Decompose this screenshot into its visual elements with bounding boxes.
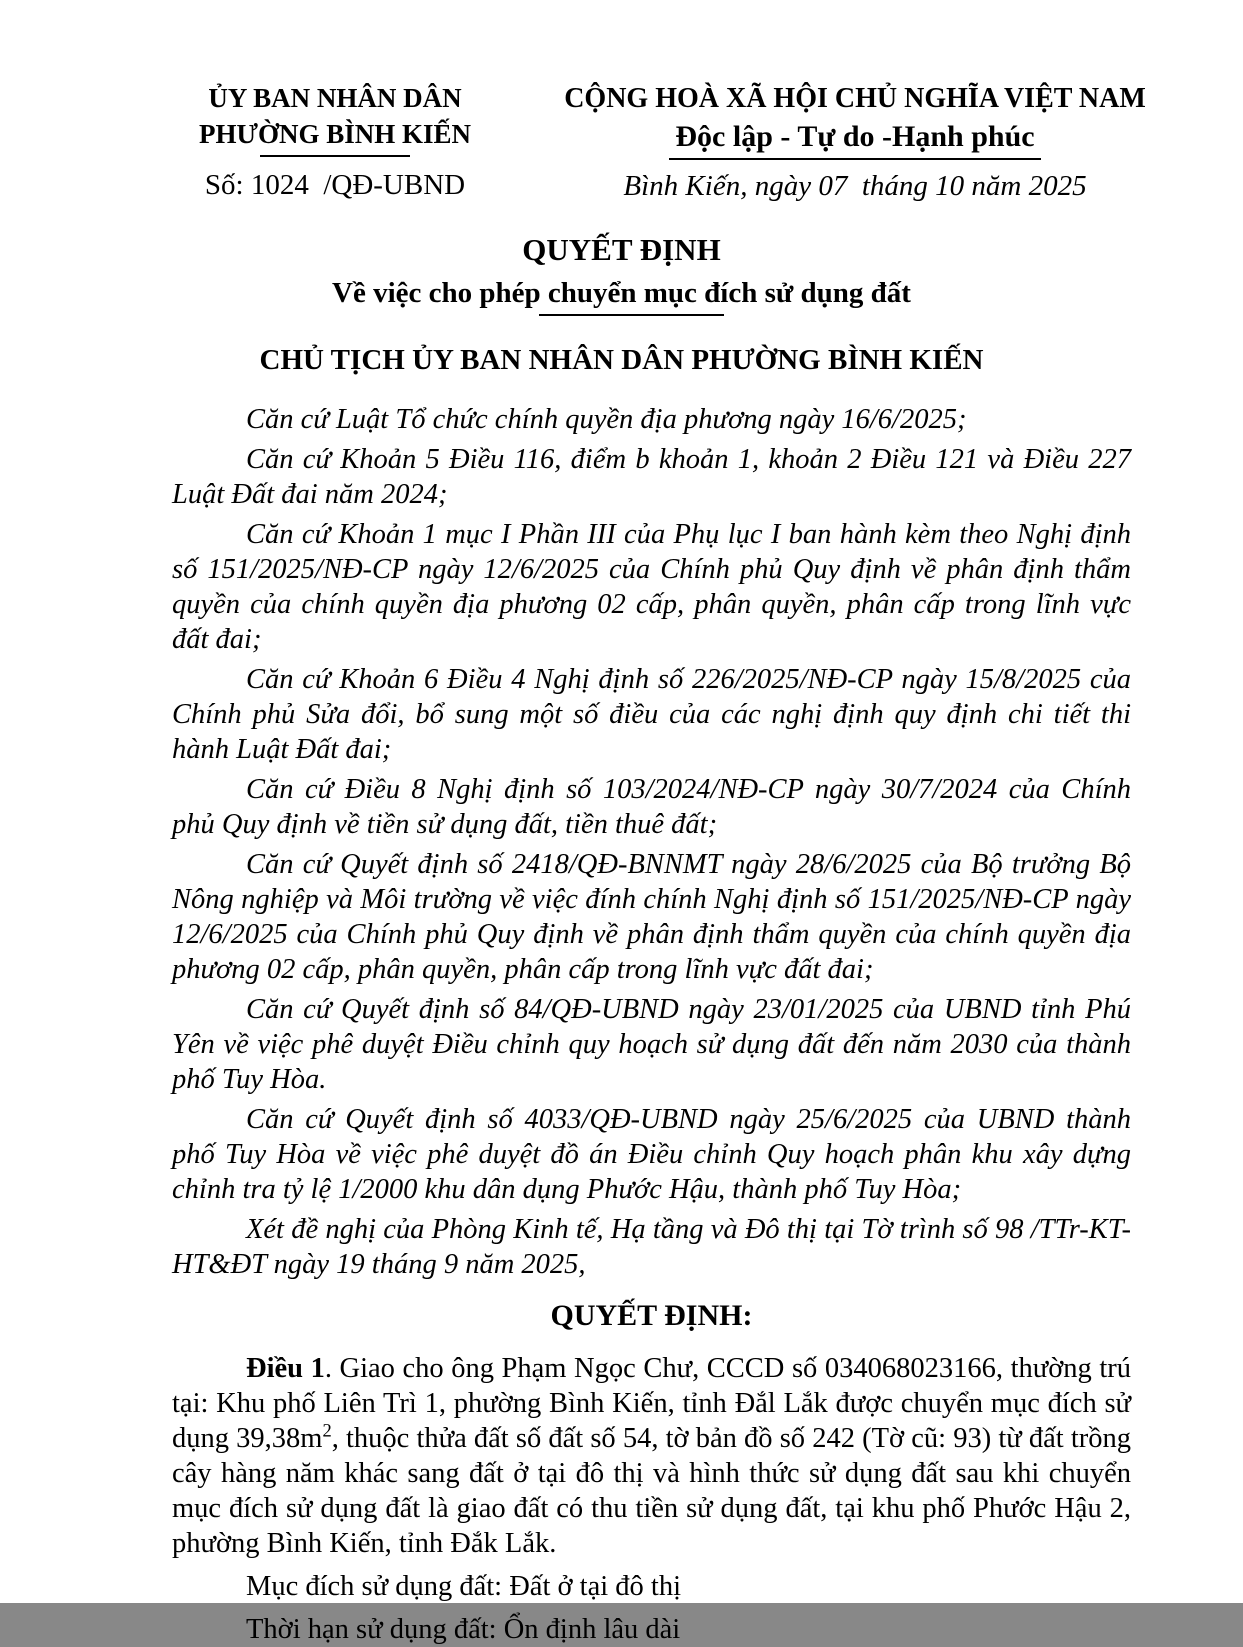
national-motto-block — [550, 80, 1160, 203]
square-meter-superscript: 2 — [322, 1420, 332, 1442]
land-purpose-line: Mục đích sử dụng đất: Đất ở tại đô thị — [246, 1571, 682, 1602]
article-1-text-before-sup: . Giao cho ông Phạm Ngọc Chư, CCCD số 034068023166, thường trú tại: Khu phố Liên Trì 1, phường Bình Kiến, tỉnh Đắl Lắk được chuyển mục đích sử dụng 39,38m — [172, 1353, 1131, 1454]
place-and-date: Bình Kiến, ngày 07 tháng 10 năm 2025 — [623, 170, 1087, 202]
document-subject: Về việc cho phép chuyển mục đích sử dụng đất — [332, 277, 911, 309]
preamble-paragraph: Xét đề nghị của Phòng Kinh tế, Hạ tầng và Đô thị tại Tờ trình số 98 /TTr-KT-HT&ĐT ngày 19 tháng 9 năm 2025, — [172, 1214, 1131, 1280]
deciding-authority-line: CHỦ TỊCH ỦY BAN NHÂN DÂN PHƯỜNG BÌNH KIẾN — [259, 344, 984, 376]
preamble-paragraph: Căn cứ Quyết định số 4033/QĐ-UBND ngày 25/6/2025 của UBND thành phố Tuy Hòa về việc phê duyệt đồ án Điều chỉnh Quy hoạch phân khu xây dựng chỉnh tra tỷ lệ 1/2000 khu dân dụng Phước Hậu, thành phố Tuy Hòa; — [172, 1104, 1131, 1205]
article-1-label: Điều 1 — [246, 1353, 325, 1384]
document-number: Số: 1024 /QĐ-UBND — [204, 169, 466, 201]
subject-underline-rule — [539, 314, 724, 316]
preamble-paragraph: Căn cứ Khoản 1 mục I Phần III của Phụ lục I ban hành kèm theo Nghị định số 151/2025/NĐ-CP ngày 12/6/2025 của Chính phủ Quy định về phân định thẩm quyền của chính quyền địa phương 02 cấp, phân quyền, phân cấp trong lĩnh vực đất đai; — [172, 519, 1131, 655]
preamble-section — [172, 402, 1131, 1282]
document-header — [0, 0, 1243, 203]
preamble-paragraph: Căn cứ Khoản 6 Điều 4 Nghị định số 226/2025/NĐ-CP ngày 15/8/2025 của Chính phủ Sửa đổi, bổ sung một số điều của các nghị định quy định chi tiết thi hành Luật Đất đai; — [172, 664, 1131, 765]
national-motto-wrap — [550, 118, 1160, 160]
issuing-authority-block — [145, 80, 525, 203]
preamble-paragraph: Căn cứ Quyết định số 84/QĐ-UBND ngày 23/01/2025 của UBND tỉnh Phú Yên về việc phê duyệt Điều chỉnh quy hoạch sử dụng đất đến năm 2030 của thành phố Tuy Hòa. — [172, 994, 1131, 1095]
preamble-paragraph: Căn cứ Khoản 5 Điều 116, điểm b khoản 1, khoản 2 Điều 121 và Điều 227 Luật Đất đai năm 2024; — [172, 444, 1131, 510]
preamble-paragraph: Căn cứ Điều 8 Nghị định số 103/2024/NĐ-CP ngày 30/7/2024 của Chính phủ Quy định về tiền sử dụng đất, tiền thuê đất; — [172, 774, 1131, 840]
land-duration-line: Thời hạn sử dụng đất: Ổn định lâu dài — [246, 1614, 681, 1645]
national-title: CỘNG HOÀ XÃ HỘI CHỦ NGHĨA VIỆT NAM — [564, 83, 1146, 114]
document-title-block — [0, 231, 1243, 378]
issuing-authority-name: ỦY BAN NHÂN DÂN — [208, 83, 462, 113]
document-title: QUYẾT ĐỊNH — [522, 232, 721, 267]
article-1-paragraph — [172, 1351, 1131, 1561]
decision-heading: QUYẾT ĐỊNH: — [550, 1299, 753, 1332]
article-1-text-after-sup: , thuộc thửa đất số đất số 54, tờ bản đồ số 242 (Tờ cũ: 93) từ đất trồng cây hàng năm khác sang đất ở tại đô thị và hình thức sử dụng đất sau khi chuyển mục đích sử dụng đất là giao đất có thu tiền sử dụng đất, tại khu phố Phước Hậu 2, phường Bình Kiến, tỉnh Đắk Lắk. — [172, 1423, 1131, 1559]
authority-underline-rule — [260, 155, 410, 157]
preamble-paragraph: Căn cứ Luật Tổ chức chính quyền địa phương ngày 16/6/2025; — [246, 404, 967, 435]
preamble-paragraph: Căn cứ Quyết định số 2418/QĐ-BNNMT ngày 28/6/2025 của Bộ trưởng Bộ Nông nghiệp và Môi trường về việc đính chính Nghị định số 151/2025/NĐ-CP ngày 12/6/2025 của Chính phủ Quy định về phân định thẩm quyền của chính quyền địa phương 02 cấp, phân quyền, phân cấp trong lĩnh vực đất đai; — [172, 849, 1131, 985]
document-body — [172, 402, 1131, 1647]
issuing-authority-ward: PHƯỜNG BÌNH KIẾN — [198, 119, 472, 149]
national-motto: Độc lập - Tự do -Hạnh phúc — [669, 118, 1040, 160]
